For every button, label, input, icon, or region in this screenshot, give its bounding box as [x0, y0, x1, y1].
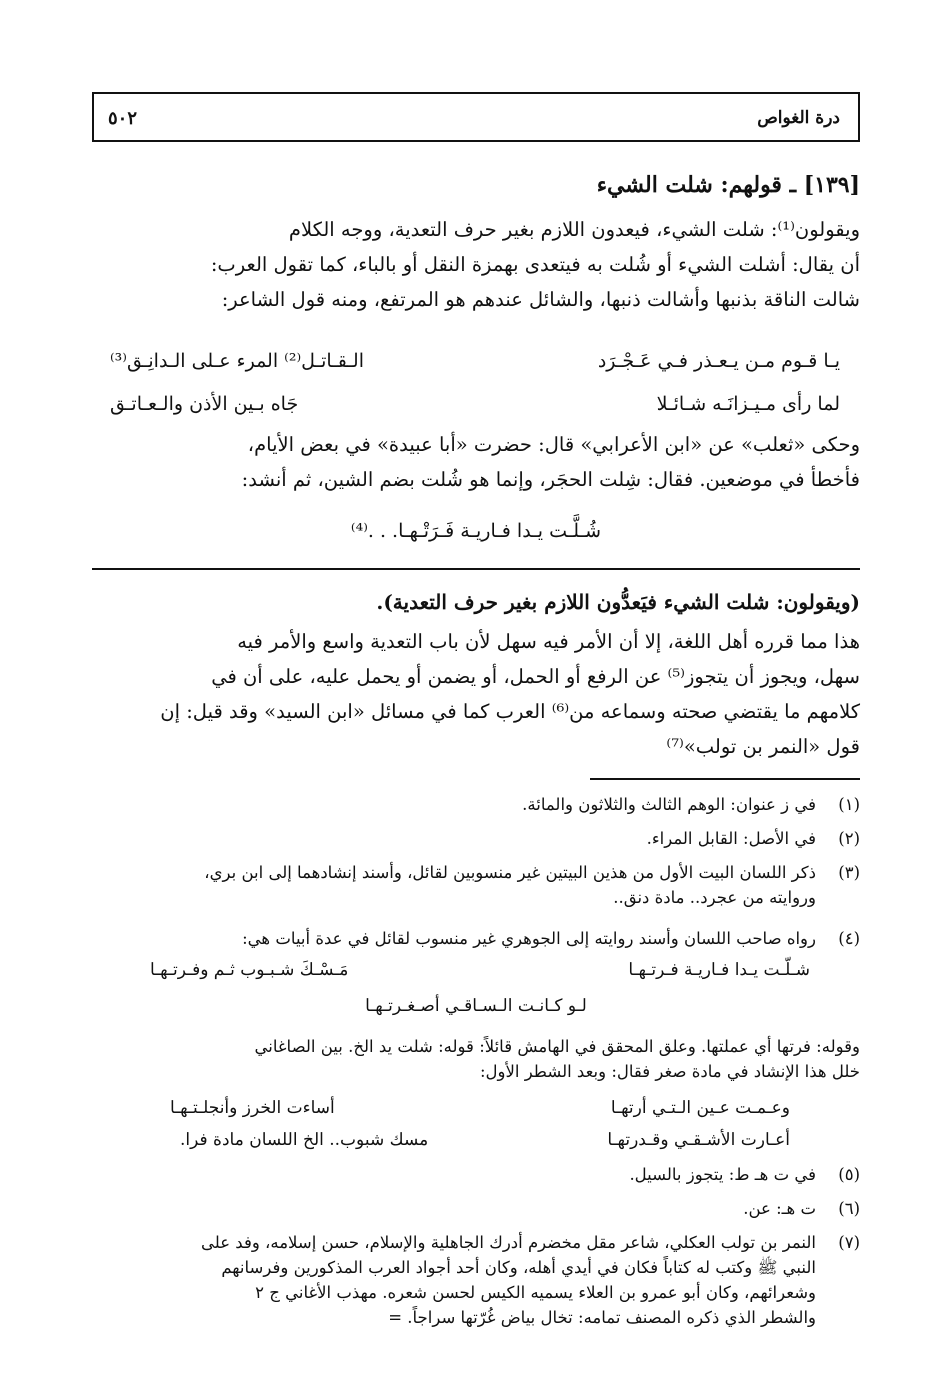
footnote-text: رواه صاحب اللسان وأسند روايته إلى الجوهري غير منسوب لقائل في عدة أبيات هي:: [242, 929, 816, 948]
text-line: قول «النمر بن تولب»⁽⁷⁾: [666, 735, 860, 758]
footnote-number: (١): [838, 795, 860, 814]
footnote-text: في ت هـ ط: يتجوز بالسيل.: [629, 1165, 816, 1184]
footnote-verse: [180, 1130, 790, 1150]
text-line: وحكى «ثعلب» عن «ابن الأعرابي» قال: حضرت «أبا عبيدة» في بعض الأيام،: [247, 433, 860, 456]
text-line: سهل، ويجوز أن يتجوز⁽⁵⁾ عن الرفع أو الحمل، أو يضمن أو يحمل عليه، على أن في: [211, 665, 860, 688]
page-header: [92, 92, 860, 142]
footnote: [92, 1196, 860, 1221]
footnote: [92, 860, 860, 910]
footnote-verse: [150, 960, 810, 980]
footnote-text-line: وشعرائهم، وكان أبو عمرو بن العلاء يسميه الكيس لحسن شعره. مهذب الأغاني ج ٢: [255, 1283, 816, 1302]
text-line: شالت الناقة بذنبها وأشالت ذنبها، والشائل عندهم هو المرتفع، ومنه قول الشاعر:: [221, 288, 860, 311]
footnote-prose: [92, 1034, 860, 1084]
footnote-number: (٢): [838, 829, 860, 848]
footnote: [92, 792, 860, 817]
section-divider: [92, 568, 860, 570]
footnote-verse: لـو كـانـت الـسـاقـي أصـغـرتـهـا: [365, 996, 587, 1016]
running-title: درة الغواص: [757, 108, 840, 128]
verse-hemistich-right: وعـمـت عـين الـتـي أرتهـا: [610, 1098, 790, 1118]
commentary-heading: (ويقولون: شلت الشيء فيَعدُّون اللازم بغير حرف التعدية).: [376, 590, 860, 614]
footnote: [92, 1230, 860, 1330]
verse-hemistich-right: شـلّـت يـدا فـاريـة فـرتـهـا: [628, 960, 810, 980]
footnote-text-line: ذكر اللسان البيت الأول من هذين البيتين غير منسوبين لقائل، وأسند إنشادهما إلى ابن بري،: [204, 863, 816, 882]
footnote-text: في الأصل: القابل المراء.: [646, 829, 816, 848]
entry-paragraph-2: [92, 427, 860, 497]
footnote: [92, 1162, 860, 1187]
verse-hemistich-right: أعـارت الأشـقـي وقـدرتهـا: [607, 1130, 790, 1150]
verse-hemistich-left: جَاه بـين الأذن والـعـاتـق: [110, 393, 299, 415]
footnote-divider: [590, 778, 860, 780]
text-line: كلامهم ما يقتضي صحته وسماعه من⁽⁶⁾ العرب كما في مسائل «ابن السيد» وقد قيل: إن: [160, 700, 860, 723]
footnote-verse: [170, 1098, 790, 1118]
verse-hemistich-left: مسك شبوب.. الخ اللسان مادة فرا.: [180, 1130, 429, 1150]
verse-line: [110, 350, 840, 372]
footnote-number: (٧): [838, 1233, 860, 1252]
quoted-verse: شُـلَّـت يـدا فـاريـة فَـرَتْـهـا. . .⁽⁴⁾: [350, 520, 602, 542]
text-line: هذا مما قرره أهل اللغة، إلا أن الأمر فيه سهل لأن باب التعدية واسع والأمر فيه: [237, 630, 860, 653]
footnote-text-line: والشطر الذي ذكره المصنف تمامه: تخال بياض غُرّتها سراجاً. =: [388, 1308, 816, 1327]
verse-hemistich-left: مَـسْـكَ شـبـوب ثـم وفـرتـهـا: [150, 960, 349, 980]
footnote-text-line: وروايته من عجرد.. مادة دنق..: [613, 888, 816, 907]
text-line: أن يقال: أشلت الشيء أو شُلت به فيتعدى بهمزة النقل أو بالباء، كما تقول العرب:: [210, 253, 860, 276]
commentary-paragraph: [92, 624, 860, 764]
text-line: فأخطأ في موضعين. فقال: شِلت الحجَر، وإنما هو شُلت بضم الشين، ثم أنشد:: [241, 468, 860, 491]
text-line: ويقولون⁽¹⁾: شلت الشيء، فيعدون اللازم بغير حرف التعدية، ووجه الكلام: [288, 218, 860, 241]
entry-paragraph: [92, 212, 860, 317]
verse-hemistich-right: يـا قـوم مـن يـعـذر فـي عَـجْـرَد: [597, 350, 840, 372]
page-number: ٥٠٢: [108, 108, 138, 129]
footnote-number: (٥): [838, 1165, 860, 1184]
footnote-text: في ز عنوان: الوهم الثالث والثلاثون والمائة.: [522, 795, 816, 814]
footnote-text: ت هـ: عن.: [743, 1199, 816, 1218]
footnote-text-line: خلل هذا الإنشاد في مادة صغر فقال: وبعد الشطر الأول:: [479, 1062, 860, 1081]
footnote-text-line: وقوله: فرتها أي عملتها. وعلق المحقق في الهامش قائلاً: قوله: شلت يد الخ. بين الصاغاني: [254, 1037, 860, 1056]
verse-line: [110, 393, 840, 415]
verse-hemistich-right: لما رأى مـيـزانَـه شـائـلا: [656, 393, 840, 415]
footnote-number: (٤): [838, 929, 860, 948]
footnote: [92, 826, 860, 851]
footnote-text-line: النمر بن تولب العكلي، شاعر مقل مخضرم أدرك الجاهلية والإسلام، حسن إسلامه، وفد على: [200, 1233, 816, 1252]
footnote-text-line: النبي ﷺ وكتب له كتاباً فكان في أيدي أهله، وكان أحد أجواد العرب المذكورين وفرسانهم: [221, 1258, 816, 1277]
entry-heading: [١٣٩] ـ قولهم: شلت الشيء: [596, 172, 860, 198]
verse-hemistich-left: الـقـاتـل⁽²⁾ المرء عـلى الـدانِـق⁽³⁾: [110, 350, 364, 372]
verse-hemistich-left: أساءت الخرز وأنجلـتـهـا: [170, 1098, 335, 1118]
footnote-number: (٣): [838, 863, 860, 882]
footnote-number: (٦): [838, 1199, 860, 1218]
footnote: [92, 926, 860, 951]
